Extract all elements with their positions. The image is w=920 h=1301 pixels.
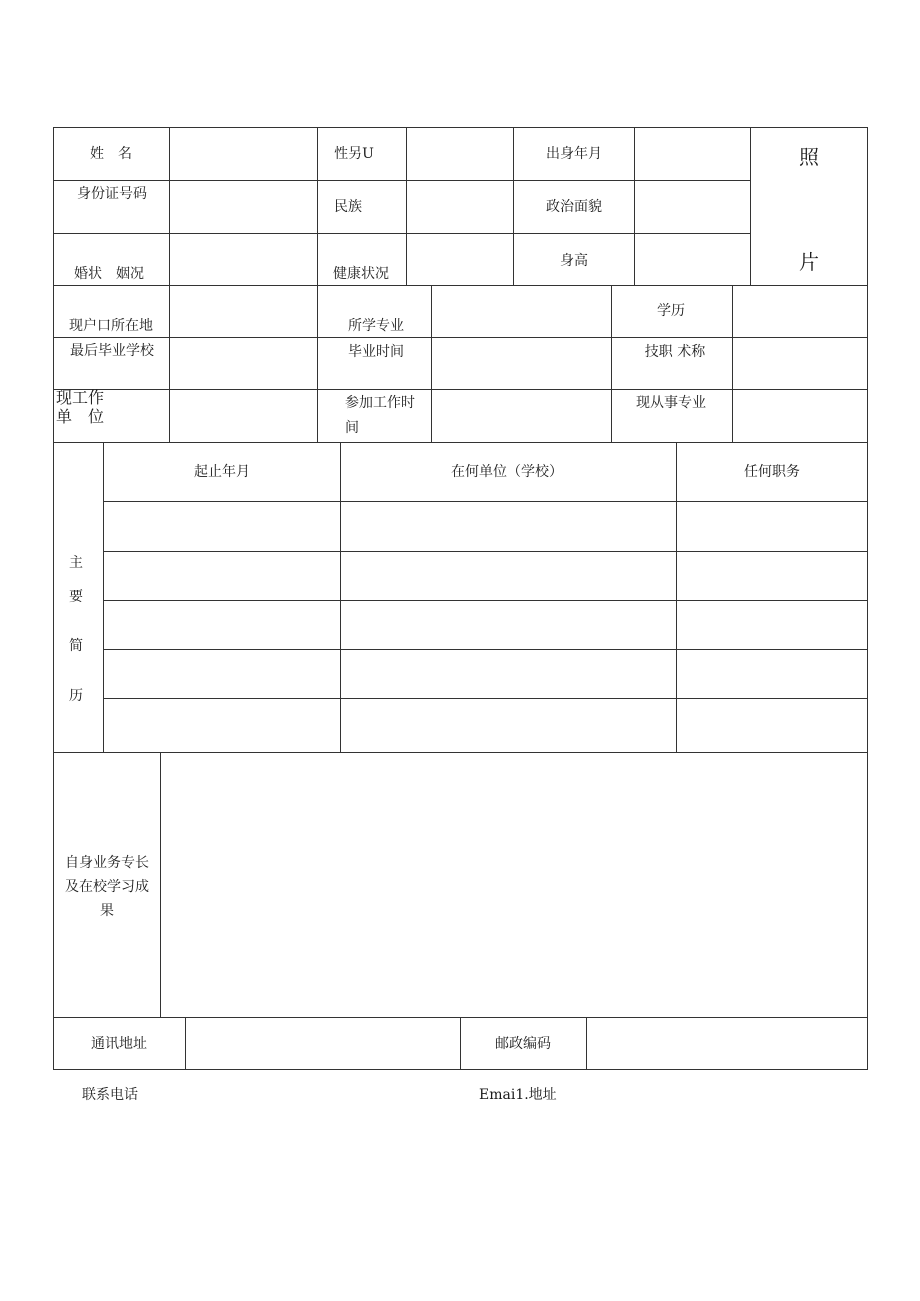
photo-label-bottom: 片 <box>799 250 819 274</box>
phone-label: 联系电话 <box>82 1087 138 1103</box>
postcode-field[interactable] <box>587 1018 867 1069</box>
title-field[interactable] <box>733 338 867 389</box>
name-field[interactable] <box>170 128 317 180</box>
hukou-field[interactable] <box>170 286 317 337</box>
current-major-label: 现从事专业 <box>636 395 706 411</box>
col-line <box>317 127 318 286</box>
col-line <box>317 285 318 443</box>
grad-time-label: 毕业时间 <box>348 344 404 360</box>
col-line <box>460 1017 461 1070</box>
email-label: Emai1.地址 <box>479 1087 557 1103</box>
photo-label-top: 照 <box>799 145 819 169</box>
gender-field[interactable] <box>407 128 513 180</box>
col-line <box>611 285 612 443</box>
border-left <box>53 127 54 1070</box>
birth-label: 出身年月 <box>546 146 602 162</box>
resume-header-period: 起止年月 <box>194 464 250 480</box>
col-line <box>513 127 514 286</box>
work-unit-field[interactable] <box>170 390 317 442</box>
row-line <box>53 442 868 443</box>
table-row[interactable] <box>104 650 867 698</box>
grad-time-field[interactable] <box>432 338 611 389</box>
marital-label: 婚状 姻况 <box>74 266 144 282</box>
ethnicity-label: 民族 <box>334 199 362 215</box>
health-field[interactable] <box>407 234 513 285</box>
work-unit-label-line2: 单 位 <box>56 407 105 426</box>
name-label: 姓 名 <box>90 146 132 162</box>
postcode-label: 邮政编码 <box>495 1036 551 1052</box>
skills-label <box>54 851 160 923</box>
work-start-label-line1: 参加工作时 <box>345 395 415 411</box>
political-label: 政治面貌 <box>546 199 602 215</box>
address-field[interactable] <box>186 1018 460 1069</box>
work-unit-label-line1: 现工作 <box>56 388 105 407</box>
resume-header-position: 任何职务 <box>744 464 800 480</box>
table-row[interactable] <box>104 502 867 551</box>
skills-label-line3: 果 <box>100 903 114 919</box>
title-label: 技职 术称 <box>644 344 706 360</box>
major-field[interactable] <box>432 286 611 337</box>
skills-label-line1: 自身业务专长 <box>65 855 149 871</box>
gender-label: 性另U <box>334 146 374 162</box>
id-number-field[interactable] <box>170 181 317 233</box>
health-label: 健康状况 <box>333 266 389 282</box>
education-label: 学历 <box>657 303 685 319</box>
marital-field[interactable] <box>170 234 317 285</box>
id-label: 身份证号码 <box>77 186 147 202</box>
education-field[interactable] <box>733 286 867 337</box>
height-label: 身高 <box>560 253 588 269</box>
birth-field[interactable] <box>635 128 750 180</box>
resume-char: 主 <box>69 555 83 571</box>
border-right <box>867 127 868 1070</box>
school-label: 最后毕业学校 <box>70 343 154 359</box>
major-label: 所学专业 <box>348 318 404 334</box>
ethnicity-field[interactable] <box>407 181 513 233</box>
resume-char: 简 <box>69 638 83 654</box>
resume-header-unit: 在何单位（学校） <box>451 464 563 480</box>
current-major-field[interactable] <box>733 390 867 442</box>
work-start-label-line2: 间 <box>345 420 359 436</box>
address-label: 通讯地址 <box>91 1036 147 1052</box>
table-row[interactable] <box>104 552 867 600</box>
skills-field[interactable] <box>161 753 867 1017</box>
resume-char: 历 <box>69 688 83 704</box>
work-start-field[interactable] <box>432 390 611 442</box>
resume-char: 要 <box>69 589 83 605</box>
school-field[interactable] <box>170 338 317 389</box>
table-row[interactable] <box>104 601 867 649</box>
table-row[interactable] <box>104 699 867 752</box>
skills-label-line2: 及在校学习成 <box>65 879 149 895</box>
political-status-field[interactable] <box>635 181 750 233</box>
hukou-label: 现户口所在地 <box>69 318 153 334</box>
height-field[interactable] <box>635 234 750 285</box>
